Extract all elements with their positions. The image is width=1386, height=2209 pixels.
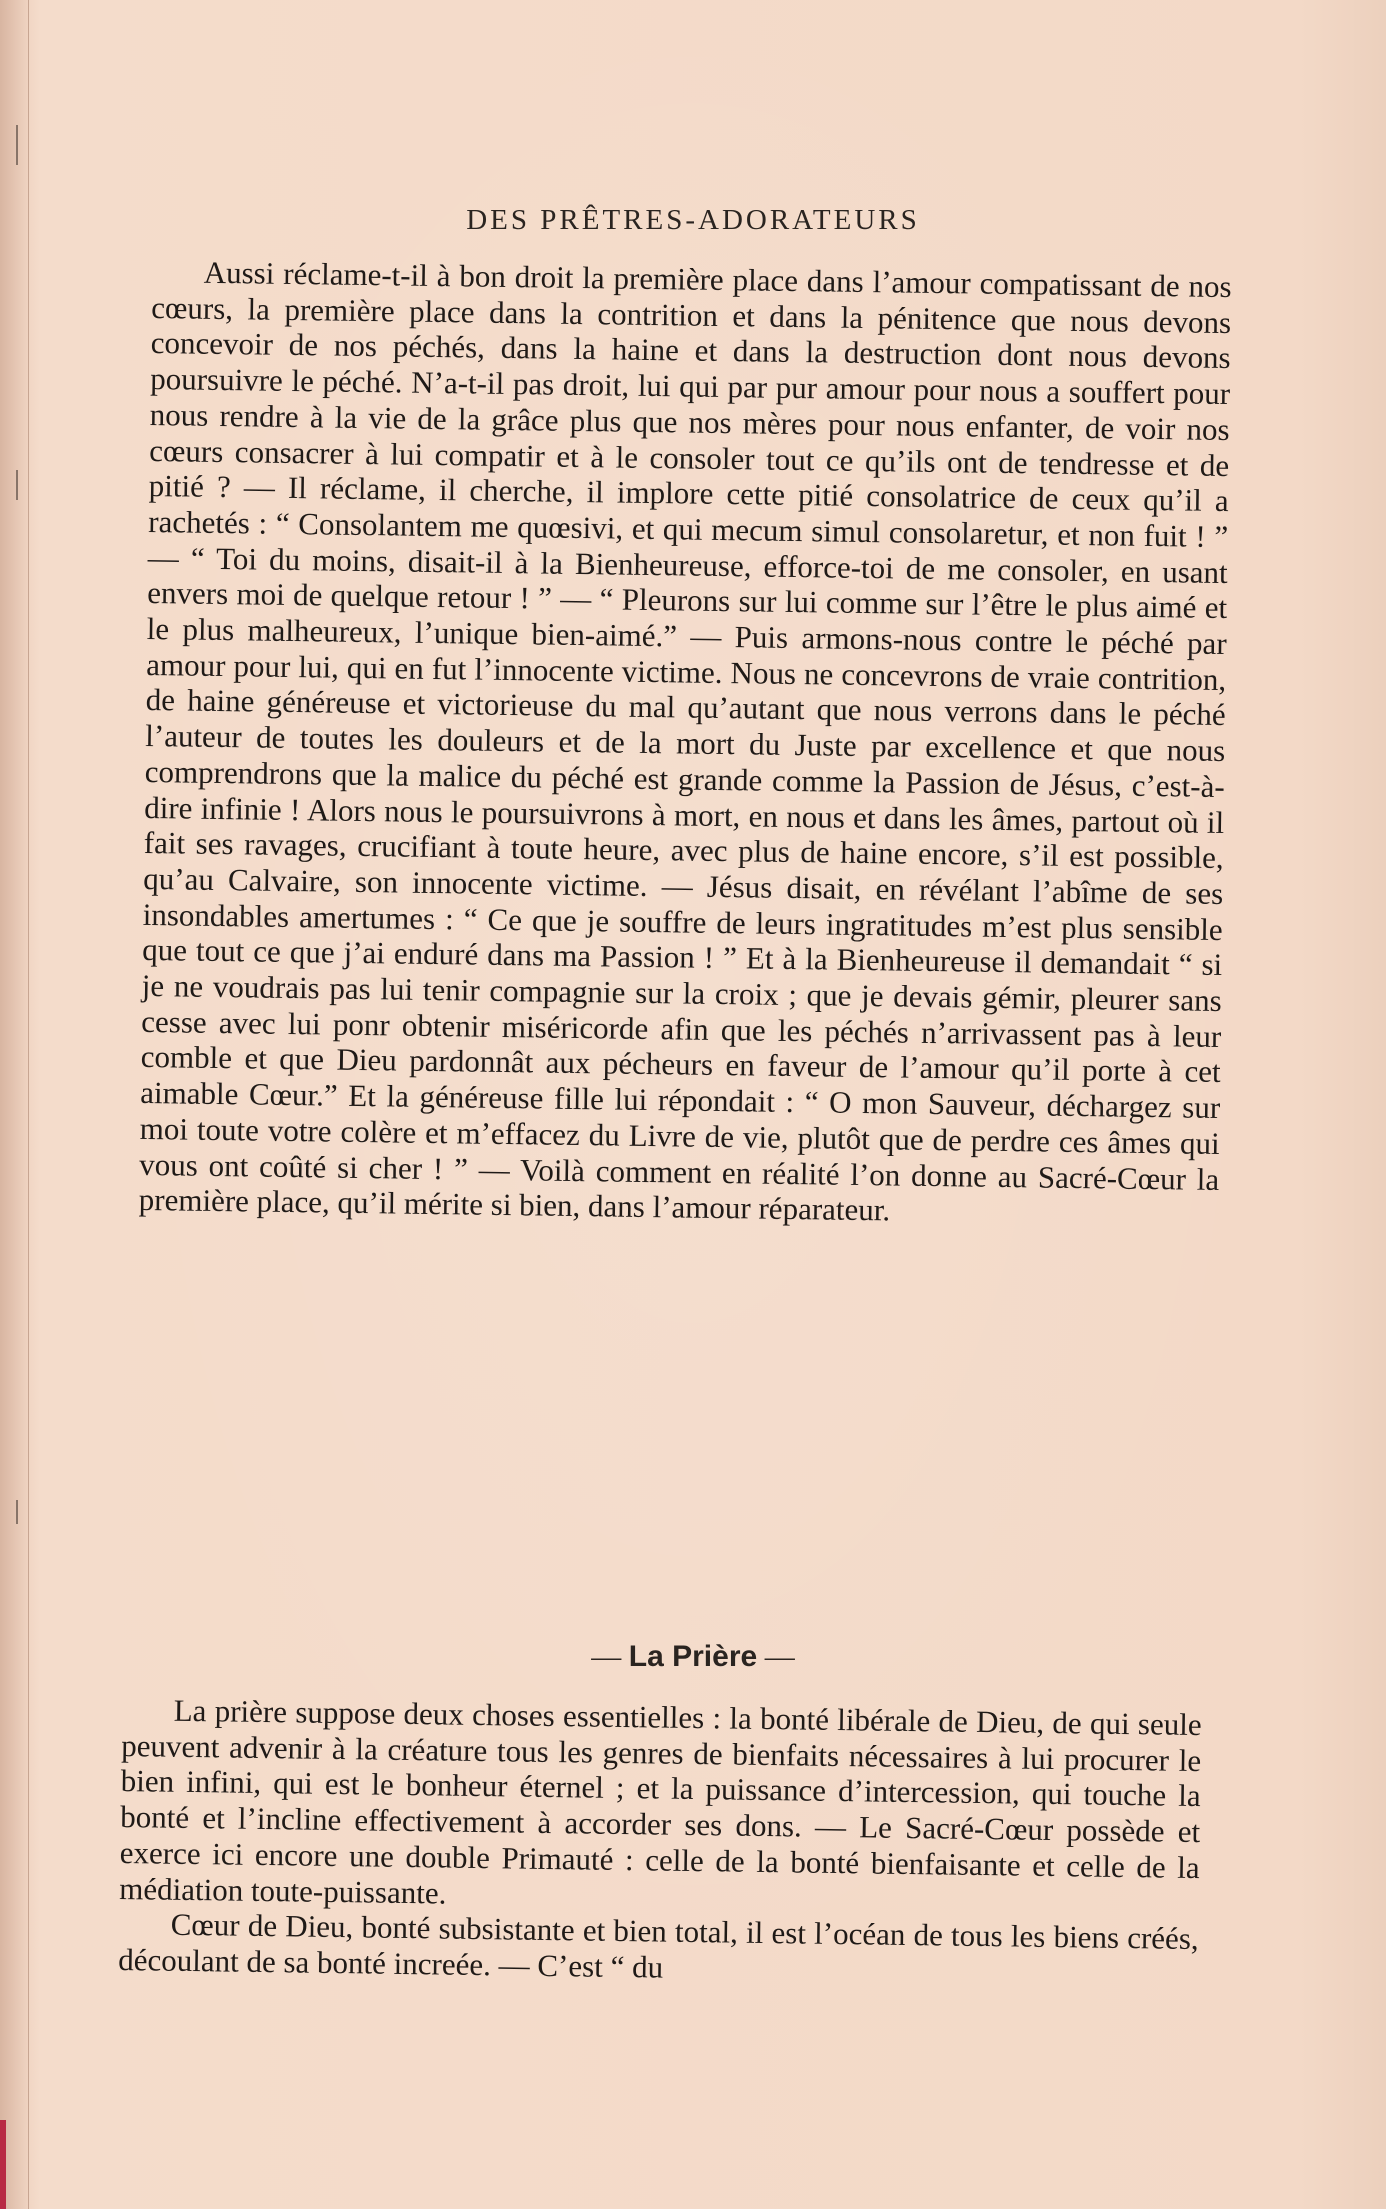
running-head: DES PRÊTRES-ADORATEURS xyxy=(466,204,920,236)
binding-mark xyxy=(16,1500,18,1524)
paragraph: La prière suppose deux choses essentielles : la bonté libérale de Dieu, de qui seule peuvent advenir à la créature tous les genres de bienfaits nécessaires à lui procurer le bien infini, qui est le bonheur éternel ; et la puissance d’intercession, qui touche la bonté et l’incline effectivement à accorder ses dons. — Le Sacré-Cœur possède et exerce ici encore une double Primauté : celle de la bonté bienfaisante et celle de la médiation toute-puissante. xyxy=(119,1692,1202,1911)
page-gutter xyxy=(0,0,29,2209)
heading-dash-right: — xyxy=(757,1640,795,1673)
heading-dash-left: — xyxy=(591,1640,629,1673)
section-body xyxy=(118,1692,1202,1993)
section-heading-text: La Prière xyxy=(628,1640,758,1673)
paragraph: Cœur de Dieu, bonté subsistante et bien total, il est l’océan de tous les biens créés, découlant de sa bonté increée. — C’est “ du xyxy=(118,1906,1199,1985)
page-edge-marker xyxy=(0,2120,6,2209)
paragraph: Aussi réclame-t-il à bon droit la première place dans l’amour compatissant de nos cœurs, la première place dans la contrition et dans la pénitence que nous devons concevoir de nos péchés, dans la haine et dans la destruction dont nous devons poursuivre le péché. N’a-t-il pas droit, lui qui par pur amour pour nous a souffert pour nous rendre à la vie de la grâce plus que nos mères pour nous enfanter, de voir nos cœurs consacrer à lui compatir et à le consoler tout ce qu’ils ont de tendresse et de pitié ? — Il réclame, il cherche, il implore cette pitié consolatrice de ceux qu’il a rachetés : “ Consolantem me quœsivi, et qui mecum simul consolaretur, et non fuit ! ” — “ Toi du moins, disait-il à la Bienheureuse, efforce-toi de me consoler, en usant envers moi de quelque retour ! ” — “ Pleurons sur lui comme sur l’être le plus aimé et le plus malheureux, l’unique bien-aimé.” — Puis armons-nous contre le péché par amour pour lui, qui en fut l’innocente victime. Nous ne concevrons de vraie contrition, de haine généreuse et victorieuse du mal qu’autant que nous verrons dans le péché l’auteur de toutes les douleurs et de la mort du Juste par excellence et que nous comprendrons que la malice du péché est grande comme la Passion de Jésus, c’est-à-dire infinie ! Alors nous le poursuivrons à mort, en nous et dans les âmes, partout où il fait ses ravages, crucifiant à toute heure, avec plus de haine encore, s’il est possible, qu’au Calvaire, son innocente victime. — Jésus disait, en révélant l’abîme de ses insondables amertumes : “ Ce que je souffre de leurs ingratitudes m’est plus sensible que tout ce que j’ai enduré dans ma Passion ! ” Et à la Bienheureuse il demandait “ si je ne voudrais pas lui tenir compagnie sur la croix ; que je devais gémir, pleurer sans cesse avec lui ponr obtenir miséricorde afin que les péchés n’arrivassent pas à leur comble et que Dieu pardonnât aux pécheurs en faveur de l’amour qu’il porte à cet aimable Cœur.” Et la généreuse fille lui répondait : “ O mon Sauveur, déchargez sur moi toute votre colère et m’effacez du Livre de vie, plutôt que de perdre ces âmes qui vous ont coûté si cher ! ” — Voilà comment en réalité l’on donne au Sacré-Cœur la première place, qu’il mérite si bien, dans l’amour réparateur. xyxy=(138,254,1232,1228)
section-heading xyxy=(0,1640,1386,1674)
binding-mark xyxy=(16,470,18,500)
section-body xyxy=(139,254,1232,1233)
binding-mark xyxy=(16,125,18,165)
